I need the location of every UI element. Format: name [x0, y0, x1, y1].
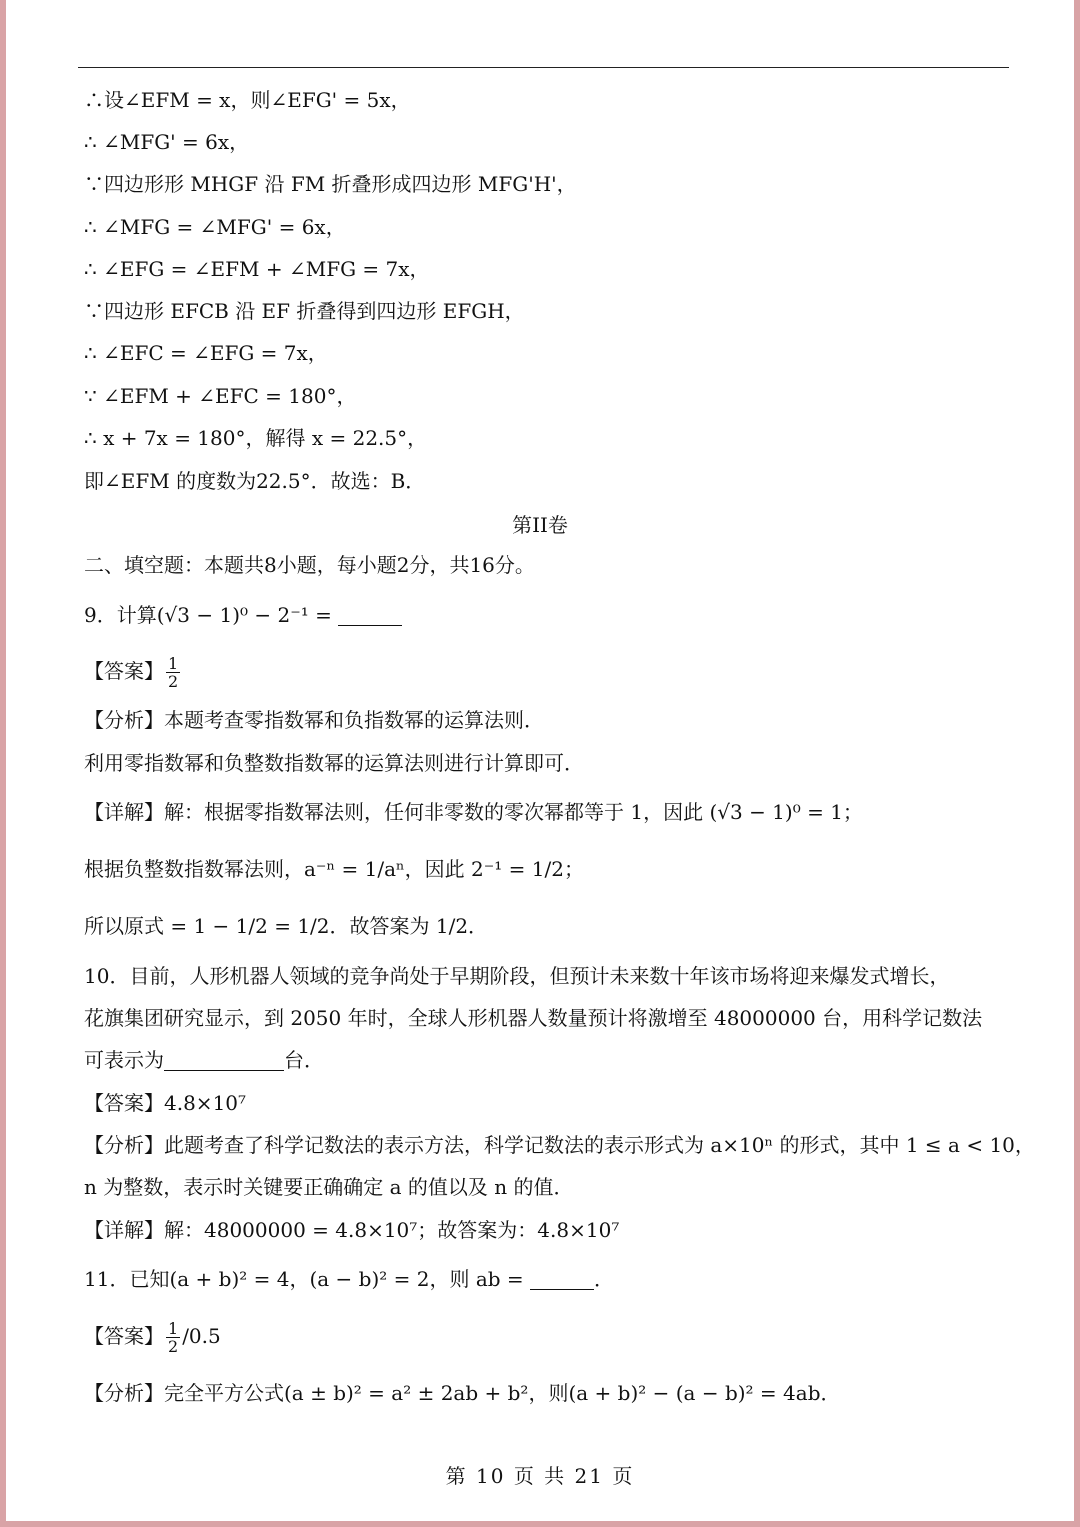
q9-answer-label: 【答案】 [84, 659, 164, 683]
proof-line-4: ∴ ∠MFG = ∠MFG' = 6x， [84, 215, 346, 239]
page-footer: 第 10 页 共 21 页 [445, 1464, 635, 1488]
q11-answer [84, 1320, 1014, 1355]
q11-question-text: 11．已知(a + b)² = 4，(a − b)² = 2，则 ab = [84, 1267, 524, 1291]
q9-question-text: 9．计算(√3 − 1)⁰ − 2⁻¹ = [84, 603, 332, 627]
proof-line-8: ∵ ∠EFM + ∠EFC = 180°， [84, 384, 357, 408]
document-page [6, 0, 1074, 1521]
proof-line-5: ∴ ∠EFG = ∠EFM + ∠MFG = 7x， [84, 257, 430, 281]
q11-answer-label: 【答案】 [84, 1324, 164, 1348]
proof-conclusion: 即∠EFM 的度数为22.5°．故选：B． [84, 469, 426, 493]
q11-answer-fraction: $\frac{1}{2}$ [168, 1319, 179, 1356]
q9-detail: 【详解】解：根据零指数幂法则，任何非零数的零次幂都等于 1，因此 (√3 − 1)⁰ = 1； [84, 800, 863, 824]
q9-answer-blank [338, 603, 402, 626]
q9-question [84, 601, 1014, 629]
q9-analysis: 【分析】本题考查零指数幂和负指数幂的运算法则． [84, 708, 544, 732]
q10-answer-blank [164, 1048, 284, 1071]
q10-question-2: 花旗集团研究显示，到 2050 年时，全球人形机器人数量预计将激增至 48000000 台，用科学记数法 [84, 1006, 983, 1030]
proof-line-7: ∴ ∠EFC = ∠EFG = 7x， [84, 341, 328, 365]
proof-line-3: ∵四边形形 MHGF 沿 FM 折叠形成四边形 MFG'H'， [84, 172, 577, 196]
q11-question [84, 1265, 1014, 1293]
q10-analysis-2: n 为整数，表示时关键要正确确定 a 的值以及 n 的值． [84, 1175, 574, 1199]
q10-analysis-1: 【分析】此题考查了科学记数法的表示方法，科学记数法的表示形式为 a×10ⁿ 的形式，其中 1 ≤ a < 10， [84, 1133, 1035, 1157]
q9-detail-2: 根据负整数指数幂法则，a⁻ⁿ = 1/aⁿ，因此 2⁻¹ = 1/2； [84, 857, 584, 881]
section-heading: 二、填空题：本题共8小题，每小题2分，共16分。 [84, 553, 535, 577]
q10-question-1: 10．目前，人形机器人领域的竞争尚处于早期阶段，但预计未来数十年该市场将迎来爆发式增长， [84, 964, 950, 988]
proof-line-1: ∴设∠EFM = x，则∠EFG' = 5x， [84, 88, 411, 112]
proof-line-9: ∴ x + 7x = 180°，解得 x = 22.5°， [84, 426, 428, 450]
proof-line-6: ∵四边形 EFCB 沿 EF 折叠得到四边形 EFGH， [84, 299, 525, 323]
q9-answer [84, 655, 1014, 690]
q10-question-3b: 台． [284, 1048, 324, 1072]
q10-answer: 【答案】4.8×10⁷ [84, 1091, 247, 1115]
q9-analysis-2: 利用零指数幂和负整数指数幂的运算法则进行计算即可． [84, 751, 584, 775]
q11-question-tail: ． [594, 1267, 615, 1291]
q10-question-3 [84, 1046, 1014, 1074]
q10-question-3a: 可表示为 [84, 1048, 164, 1072]
q10-detail: 【详解】解：48000000 = 4.8×10⁷；故答案为：4.8×10⁷ [84, 1218, 620, 1242]
q9-detail-3: 所以原式 = 1 − 1/2 = 1/2．故答案为 1/2． [84, 914, 489, 938]
q9-answer-fraction: $\frac{1}{2}$ [168, 654, 179, 691]
q11-analysis: 【分析】完全平方公式(a ± b)² = a² ± 2ab + b²，则(a + b)² − (a − b)² = 4ab． [84, 1381, 841, 1405]
q11-answer-blank [530, 1267, 594, 1290]
q11-answer-tail: /0.5 [182, 1324, 221, 1348]
section-title: 第II卷 [512, 513, 568, 537]
header-rule [78, 67, 1009, 68]
proof-line-2: ∴ ∠MFG' = 6x， [84, 130, 250, 154]
